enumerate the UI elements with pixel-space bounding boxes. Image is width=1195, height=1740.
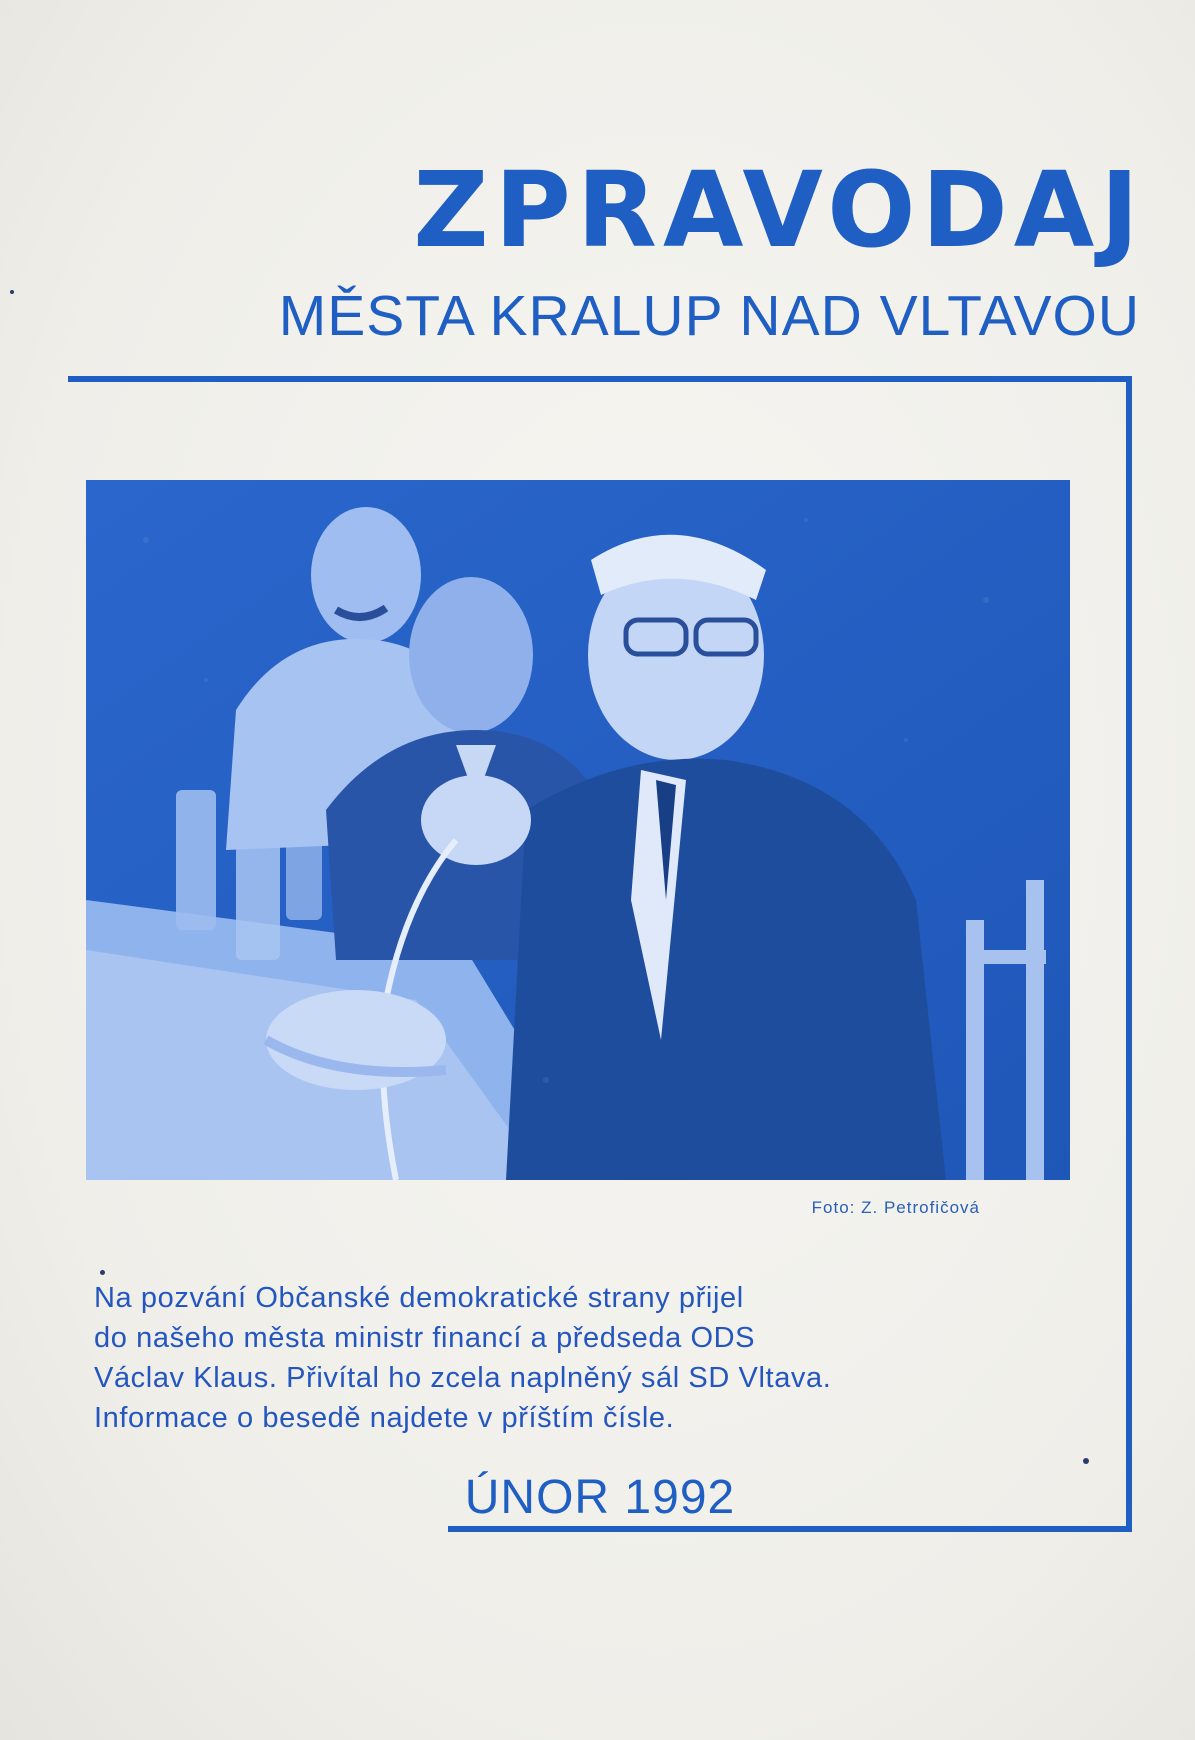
issue-date: ÚNOR 1992 bbox=[464, 1471, 736, 1524]
newsletter-title: ZPRAVODAJ bbox=[413, 149, 1145, 271]
cover-photo bbox=[86, 480, 1070, 1180]
article-line: Na pozvání Občanské demokratické strany přijel bbox=[94, 1282, 744, 1314]
frame-top-rule bbox=[68, 376, 1132, 382]
frame-right-rule bbox=[1126, 376, 1132, 1532]
article-line: do našeho města ministr financí a předseda ODS bbox=[94, 1322, 756, 1354]
article-line: Václav Klaus. Přivítal ho zcela naplněný sál SD Vltava. bbox=[94, 1362, 832, 1394]
article-text bbox=[94, 1278, 1054, 1438]
paper-speck bbox=[1083, 1458, 1089, 1464]
paper-speck bbox=[100, 1270, 105, 1275]
newsletter-subtitle: MĚSTA KRALUP NAD VLTAVOU bbox=[278, 284, 1140, 348]
photo-credit: Foto: Z. Petrofičová bbox=[811, 1198, 980, 1217]
article-line: Informace o besedě najdete v příštím čísle. bbox=[94, 1402, 675, 1434]
frame-bottom-rule bbox=[448, 1526, 1132, 1532]
paper-speck bbox=[10, 290, 14, 294]
cover-photo-illustration bbox=[86, 480, 1070, 1180]
